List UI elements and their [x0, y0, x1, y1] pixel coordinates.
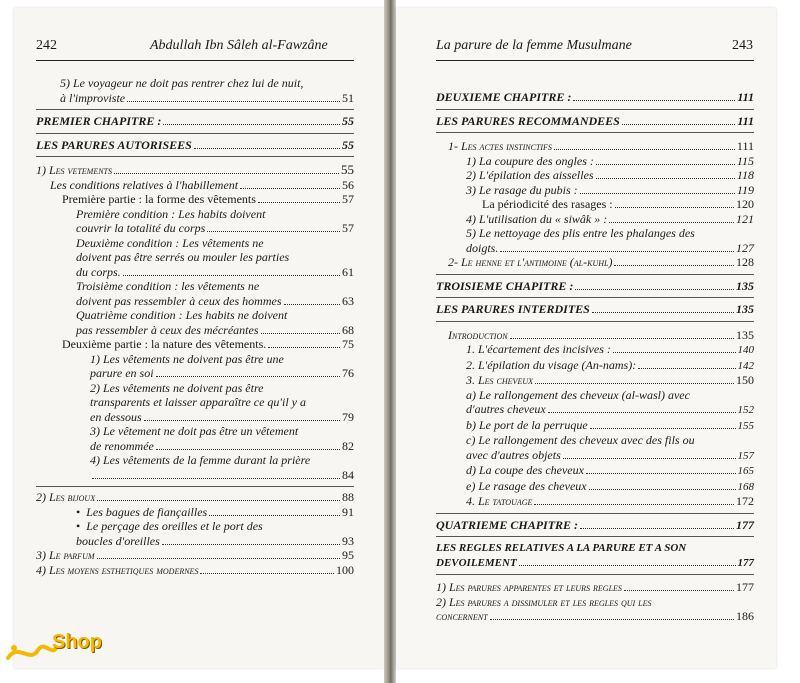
toc-entry: PREMIER CHAPITRE : 55 — [36, 114, 354, 128]
toc-entry: 2) Les bijoux 88 — [36, 490, 354, 504]
book-gutter — [384, 0, 396, 683]
toc-entry: • Le perçage des oreilles et le port des boucles d'oreilles 93 — [76, 519, 354, 548]
toc-entry: 5) Le voyageur ne doit pas rentrer chez lui de nuit, à l'improviste 51 — [60, 76, 354, 105]
toc-entry: 1) Les vetements 55 — [36, 162, 354, 177]
right-page-number: 243 — [732, 38, 753, 53]
toc-entry: Quatrième condition : Les habits ne doivent pas ressembler à ceux des mécréantes 68 — [76, 308, 354, 337]
toc-entry: 4) Les moyens esthetiques modernes 100 — [36, 562, 354, 577]
toc-entry: 2- Le henne et l'antimoine (al-kuhl) 128 — [448, 255, 754, 269]
toc-entry: 3) Le rasage du pubis : 119 — [466, 182, 754, 197]
toc-entry: e) Le rasage des cheveux 168 — [466, 478, 754, 493]
toc-entry: Deuxième partie : la nature des vêtements. 75 — [62, 337, 354, 351]
toc-entry: • Les bagues de fiançailles 91 — [76, 504, 354, 519]
toc-entry: LES PARURES INTERDITES 135 — [436, 302, 754, 316]
toc-entry: 4) L'utilisation du « siwâk » : 121 — [466, 211, 754, 226]
toc-entry: TROISIEME CHAPITRE : 135 — [436, 278, 754, 293]
toc-entry: 3) Le vêtement ne doit pas être un vêtement de renommée 82 — [90, 424, 354, 453]
toc-entry: 2) L'épilation des aisselles 118 — [466, 168, 754, 182]
toc-entry: 1- Les actes instinctifs 111 — [448, 139, 754, 153]
toc-entry: d) La coupe des cheveux 165 — [466, 463, 754, 477]
toc-entry: b) Le port de la perruque 155 — [466, 417, 754, 432]
toc-entry: 3. Les cheveux 150 — [466, 373, 754, 387]
right-toc — [436, 90, 754, 624]
toc-entry: LES PARURES RECOMMANDEES 111 — [436, 113, 754, 128]
toc-entry: 1) Les parures apparentes et leurs regles 177 — [436, 580, 754, 594]
toc-entry: DEUXIEME CHAPITRE : 111 — [436, 90, 754, 104]
toc-entry: LES REGLES RELATIVES A LA PARURE ET A SON DEVOILEMENT 177 — [436, 542, 754, 569]
shop-logo-text[interactable]: Shop — [52, 631, 102, 653]
toc-entry: La périodicité des rasages : 120 — [482, 197, 754, 211]
toc-entry: LES PARURES AUTORISEES 55 — [36, 137, 354, 152]
left-header-rule — [36, 60, 354, 61]
left-toc — [36, 76, 354, 577]
toc-entry: 2) Les vêtements ne doivent pas être transparents et laisser apparaître ce qu'il y a en dessous 79 — [90, 380, 354, 424]
toc-entry: Les conditions relatives à l'habillement 56 — [50, 177, 354, 192]
toc-entry: 4. Le tatouage 172 — [466, 494, 754, 508]
right-header-rule — [436, 60, 754, 61]
toc-entry: Première partie : la forme des vêtements 57 — [62, 192, 354, 206]
toc-entry: Introduction 135 — [448, 327, 754, 342]
toc-entry: 5) Le nettoyage des plis entre les phalanges des doigts. 127 — [466, 226, 754, 255]
bullet-icon: • — [76, 519, 81, 533]
toc-entry: a) Le rallongement des cheveux (al-wasl) avec d'autres cheveux 152 — [466, 387, 754, 416]
bullet-icon: • — [76, 504, 81, 519]
toc-entry: Deuxième condition : Les vêtements ne doivent pas être serrés ou mouler les parties du corps. 61 — [76, 235, 354, 279]
toc-entry: QUATRIEME CHAPITRE : 177 — [436, 517, 754, 532]
toc-entry: 2. L'épilation du visage (An-nams): 142 — [466, 357, 754, 372]
right-running-header: La parure de la femme Musulmane — [436, 38, 632, 53]
toc-entry: 2) Les parures a dissimuler et les regles qui les concernent 186 — [436, 594, 754, 623]
toc-entry: 1) La coupure des ongles : 115 — [466, 153, 754, 168]
toc-entry: Première condition : Les habits doivent couvrir la totalité du corps 57 — [76, 206, 354, 235]
left-running-header: Abdullah Ibn Sâleh al-Fawzâne — [150, 38, 328, 53]
left-page-number: 242 — [36, 38, 57, 53]
toc-entry: 1) Les vêtements ne doivent pas être une parure en soi 76 — [90, 351, 354, 380]
toc-entry: c) Le rallongement des cheveux avec des fils ou avec d'autres objets 157 — [466, 433, 754, 462]
toc-entry: 4) Les vêtements de la femme durant la prière 84 — [90, 453, 354, 482]
toc-entry: 3) Le parfum 95 — [36, 548, 354, 562]
toc-entry: Troisième condition : les vêtements ne doivent pas ressembler à ceux des hommes 63 — [76, 279, 354, 308]
toc-entry: 1. L'écartement des incisives : 140 — [466, 342, 754, 356]
